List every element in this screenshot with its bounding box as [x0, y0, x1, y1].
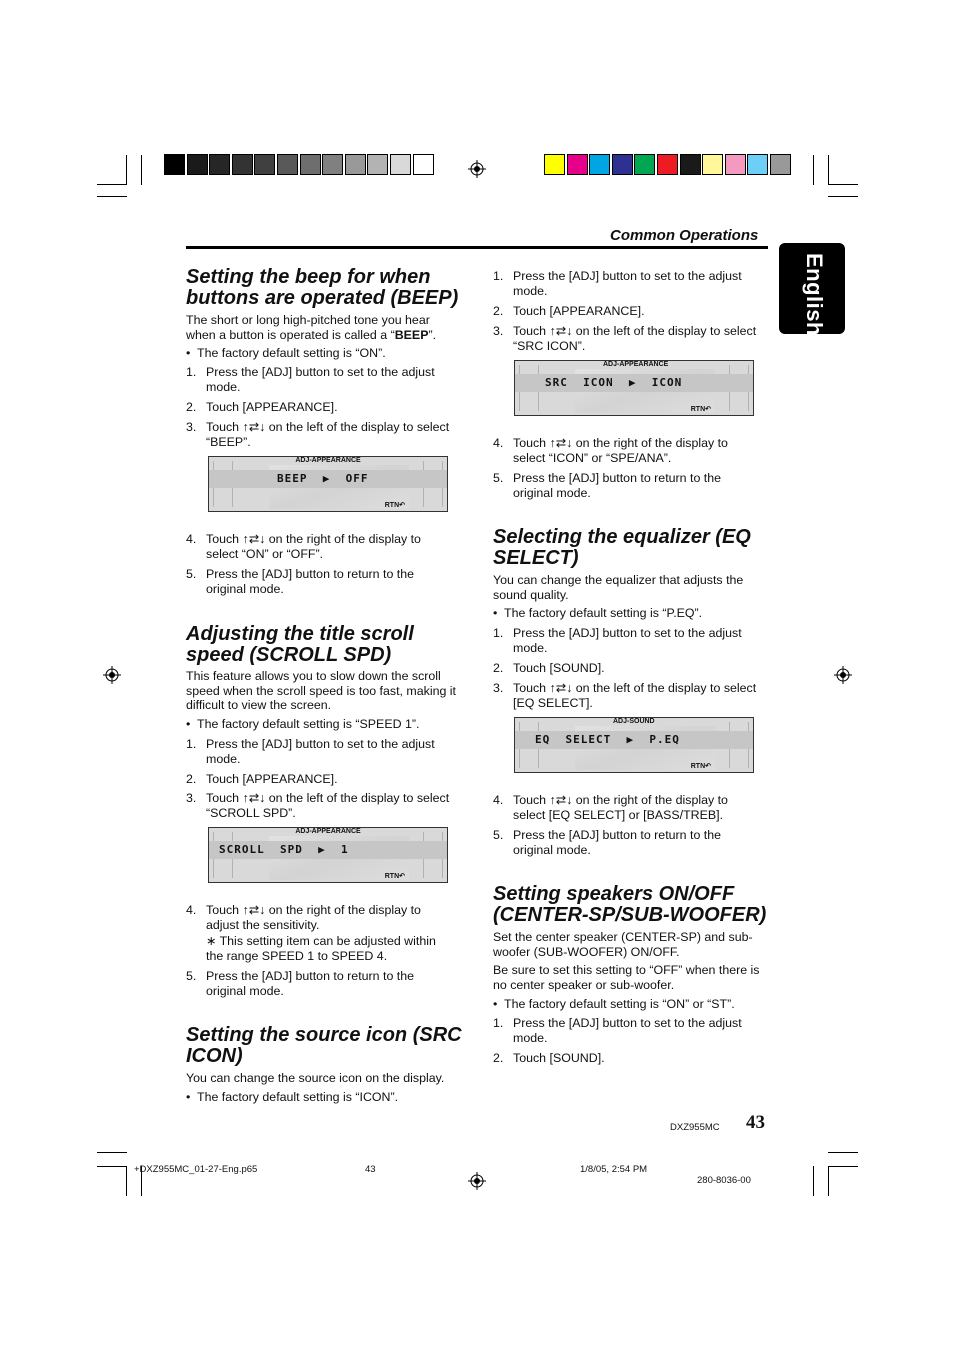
- grayscale-bar: [164, 154, 435, 176]
- scroll-intro: This feature allows you to slow down the scroll speed when the scroll speed is too fast, making it difficult to view the screen.: [186, 669, 456, 713]
- color-swatch: [300, 154, 321, 175]
- color-swatch: [187, 154, 208, 175]
- speakers-intro-2: Be sure to set this setting to “OFF” when there is no center speaker or sub-woofer.: [493, 963, 760, 992]
- registration-target-icon: [834, 666, 852, 684]
- scroll-lcd-display: [208, 827, 448, 883]
- beep-intro: The short or long high-pitched tone you hear when a button is operated is called a “BEEP”.: [186, 313, 437, 342]
- color-swatch: [277, 154, 298, 175]
- eq-lcd-display: [514, 717, 754, 773]
- color-swatch: [209, 154, 230, 175]
- eq-intro: You can change the equalizer that adjusts the sound quality.: [493, 573, 744, 602]
- color-swatch: [657, 154, 678, 175]
- color-swatch: [702, 154, 723, 175]
- lcd-text: EQ SELECT ▶ P.EQ: [535, 733, 680, 746]
- crop-mark: [828, 184, 858, 185]
- crop-mark: [828, 1152, 858, 1153]
- registration-target-icon: [103, 666, 121, 684]
- srcicon-lcd-display: [514, 360, 754, 416]
- section-label: Common Operations: [610, 227, 759, 244]
- crop-mark: [97, 1152, 127, 1153]
- scroll-heading: Adjusting the title scroll speed (SCROLL SPD): [186, 623, 414, 666]
- lcd-text: SRC ICON ▶ ICON: [545, 376, 683, 389]
- crop-mark: [828, 1166, 829, 1196]
- rtn-icon: RTN↶: [690, 406, 711, 413]
- color-swatch: [770, 154, 791, 175]
- crop-mark: [828, 196, 858, 197]
- color-swatch: [322, 154, 343, 175]
- rtn-icon: RTN↶: [690, 763, 711, 770]
- footer-file: +DXZ955MC_01-27-Eng.p65: [134, 1164, 258, 1175]
- color-swatch: [164, 154, 185, 175]
- color-swatch: [589, 154, 610, 175]
- beep-lcd-display: [208, 456, 448, 512]
- crop-mark: [813, 1166, 814, 1196]
- lcd-text: SCROLL SPD ▶ 1: [219, 843, 349, 856]
- crop-mark: [97, 196, 127, 197]
- color-swatch: [612, 154, 633, 175]
- lcd-label: ADJ-APPEARANCE: [603, 361, 669, 368]
- language-tab-label: English: [802, 253, 827, 336]
- footer-file-page: 43: [365, 1164, 376, 1175]
- lcd-text: BEEP ▶ OFF: [277, 472, 369, 485]
- footer-part-number: 280-8036-00: [697, 1175, 751, 1186]
- model-name: DXZ955MC: [670, 1122, 720, 1133]
- beep-heading: Setting the beep for when buttons are operated (BEEP): [186, 266, 459, 309]
- language-tab: [779, 243, 845, 334]
- rtn-icon: RTN↶: [384, 873, 405, 880]
- lcd-label: ADJ-SOUND: [613, 718, 655, 725]
- crop-mark: [141, 155, 142, 185]
- rtn-icon: RTN↶: [384, 502, 405, 509]
- crop-mark: [97, 1166, 127, 1167]
- lcd-label: ADJ-APPEARANCE: [295, 457, 361, 464]
- crop-mark: [126, 155, 127, 185]
- eq-heading: Selecting the equalizer (EQ SELECT): [493, 526, 751, 569]
- color-swatch: [544, 154, 565, 175]
- footer-datetime: 1/8/05, 2:54 PM: [580, 1164, 648, 1175]
- color-swatch: [567, 154, 588, 175]
- color-swatch: [254, 154, 275, 175]
- color-swatch: [680, 154, 701, 175]
- color-bar: [544, 154, 793, 176]
- speakers-heading: Setting speakers ON/OFF (CENTER-SP/SUB-WOOFER): [493, 883, 767, 926]
- color-swatch: [747, 154, 768, 175]
- registration-target-icon: [468, 160, 486, 178]
- page-number: 43: [746, 1112, 765, 1133]
- crop-mark: [97, 184, 127, 185]
- crop-mark: [813, 155, 814, 185]
- srcicon-intro: You can change the source icon on the display.: [186, 1071, 445, 1085]
- lcd-label: ADJ-APPEARANCE: [295, 828, 361, 835]
- header-rule: [186, 246, 768, 249]
- color-swatch: [634, 154, 655, 175]
- speakers-intro-1: Set the center speaker (CENTER-SP) and sub-woofer (SUB-WOOFER) ON/OFF.: [493, 930, 753, 959]
- color-swatch: [413, 154, 434, 175]
- crop-mark: [126, 1166, 127, 1196]
- registration-target-icon: [468, 1172, 486, 1190]
- color-swatch: [232, 154, 253, 175]
- crop-mark: [828, 1166, 858, 1167]
- color-swatch: [725, 154, 746, 175]
- srcicon-heading: Setting the source icon (SRC ICON): [186, 1024, 462, 1067]
- crop-mark: [828, 155, 829, 185]
- color-swatch: [367, 154, 388, 175]
- color-swatch: [345, 154, 366, 175]
- color-swatch: [390, 154, 411, 175]
